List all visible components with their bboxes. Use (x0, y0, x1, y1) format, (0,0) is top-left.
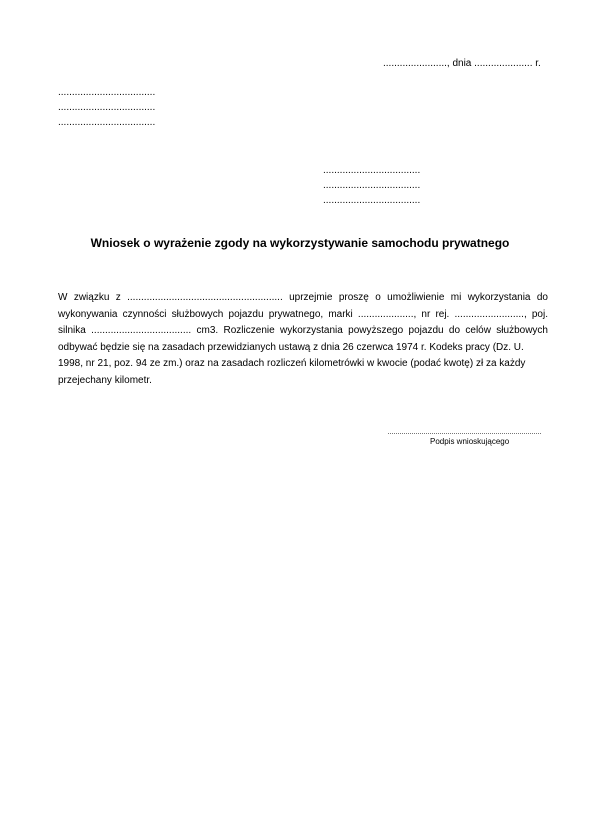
recipient-line: ................................... (323, 195, 421, 206)
request-body (58, 290, 548, 389)
body-line: wykonywania czynności służbowych pojazdu prywatnego, marki ...................., nr rej. ........................., poj. (58, 308, 548, 320)
sender-line: ................................... (58, 117, 156, 128)
recipient-line: ................................... (323, 165, 421, 176)
body-line: silnika .................................... cm3. Rozliczenie wykorzystania powyższego pojazdu do celów służbowych (58, 325, 548, 336)
recipient-block (323, 163, 420, 208)
document-title: Wniosek o wyrażenie zgody na wykorzystywanie samochodu prywatnego (90, 236, 510, 250)
signature-line (388, 433, 541, 434)
body-line: W związku z ........................................................ uprzejmie proszę o umożliwienie mi wykorzystania do (58, 292, 548, 303)
signature-label: Podpis wnioskującego (430, 437, 510, 446)
sender-line: ................................... (58, 102, 156, 113)
sender-line: ................................... (58, 87, 156, 98)
date-line: ......................., dnia ..................... r. (383, 58, 541, 69)
body-line: 1998, nr 21, poz. 94 ze zm.) oraz na zasadach rozliczeń kilometrówki w kwocie (podać kwotę) zł za każdy (58, 358, 526, 369)
body-line: odbywać będzie się na zasadach przewidzianych ustawą z dnia 26 czerwca 1974 r. Kodeks pracy (Dz. U. (58, 341, 524, 353)
sender-block (58, 85, 155, 130)
recipient-line: ................................... (323, 180, 421, 191)
body-line: przejechany kilometr. (58, 374, 152, 386)
